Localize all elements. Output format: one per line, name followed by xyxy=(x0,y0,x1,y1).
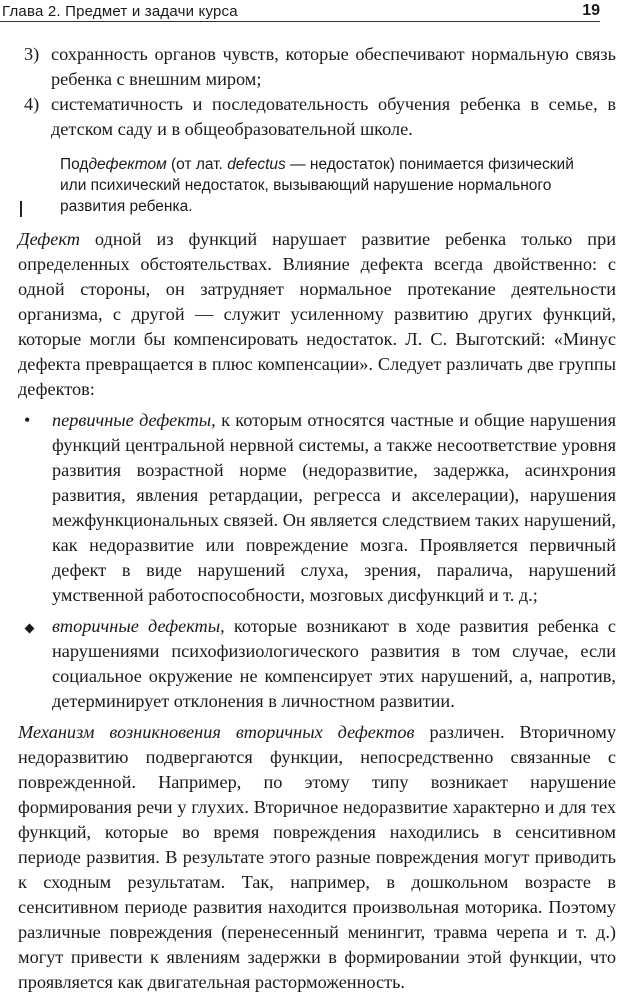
margin-bar xyxy=(20,201,22,217)
list-item-text: систематичность и последовательность обучения ребенка в семье, в детском саду и в общеобразовательной школе. xyxy=(51,94,616,139)
list-item-text: сохранность органов чувств, которые обеспечивают нормальную связь ребенка с внешним миром; xyxy=(51,44,616,89)
paragraph-text: различен. Вторичному недоразвитию подвергаются функции, непосредственно связанные с поврежденной. Например, по этому типу возникает нарушение формирования речи у глухих. Вторичное недоразвитие характерно и для тех функций, которые во время повреждения находились в сенситивном периоде развития. В результате этого разные повреждения могут приводить к сходным результатам. Так, например, в дошкольном возрасте в сенситивном периоде развития находится произвольная моторика. Поэтому различные повреждения (перенесенный менингит, травма черепа и т. д.) могут привести к явлениям задержки в формировании этой функции, что проявляется как двигательная расторможенность. xyxy=(18,722,617,992)
definition-latin: defectus xyxy=(227,156,286,173)
definition-mid1: (от лат. xyxy=(166,156,228,173)
numbered-list xyxy=(18,42,616,142)
list-item xyxy=(18,92,616,142)
bullet-dot: • xyxy=(24,410,31,430)
list-item-number: 3) xyxy=(24,44,40,64)
bullet-text: которые возникают в ходе развития ребенка с нарушениями психофизиологического развития в том случае, если социальное окружение не компенсирует этих нарушений, а, напротив, детерминирует отклонения в личностном развитии. xyxy=(52,616,616,711)
paragraph-lead: Дефект xyxy=(18,229,80,249)
page-header xyxy=(0,2,600,24)
bullet-diamond-icon xyxy=(18,614,52,714)
definition-mid2: — недостаток) понимается физический или психический недостаток, вызывающий нарушение нормального развития ребенка. xyxy=(60,156,574,215)
page-number: 19 xyxy=(582,2,600,19)
page-body xyxy=(18,42,616,995)
paragraph-lead: Механизм возникновения вторичных дефектов xyxy=(18,722,415,742)
chapter-title: Глава 2. Предмет и задачи курса xyxy=(2,3,238,20)
list-item xyxy=(18,42,616,92)
paragraph-mechanism xyxy=(18,720,616,995)
header-rule xyxy=(0,21,600,22)
definition-prefix: Под xyxy=(60,156,89,173)
bullet-lead: вторичные дефекты, xyxy=(52,616,225,636)
bullet-item xyxy=(18,614,616,714)
definition-block xyxy=(60,154,600,217)
list-item-number: 4) xyxy=(24,94,40,114)
definition-term: дефектом xyxy=(88,156,167,173)
bullet-item xyxy=(18,408,616,608)
bullet-text: к которым относятся частные и общие нарушения функций центральной нервной системы, а также несоответствие уровня развития возрастной норме (недоразвитие, задержка, асинхрония развития, явления ретардации, регресса и акселерации), нарушения межфункциональных связей. Он является следствием таких нарушений, как недоразвитие или повреждение мозга. Проявляется первичный дефект в виде нарушений слуха, зрения, паралича, нарушений умственной работоспособности, мозговых дисфункций и т. д.; xyxy=(52,410,617,605)
paragraph-text: одной из функций нарушает развитие ребенка только при определенных обстоятельствах. Влияние дефекта всегда двойственно: с одной стороны, он затрудняет нормальное протекание деятельности организма, с другой — служит усиленному развитию других функций, которые могли бы компенсировать недостаток. Л. С. Выготский: «Минус дефекта превращается в плюс компенсации». Следует различать две группы дефектов: xyxy=(18,229,616,399)
paragraph-defect xyxy=(18,227,616,402)
bullet-lead: первичные дефекты, xyxy=(52,410,216,430)
bullet-list xyxy=(18,408,616,714)
